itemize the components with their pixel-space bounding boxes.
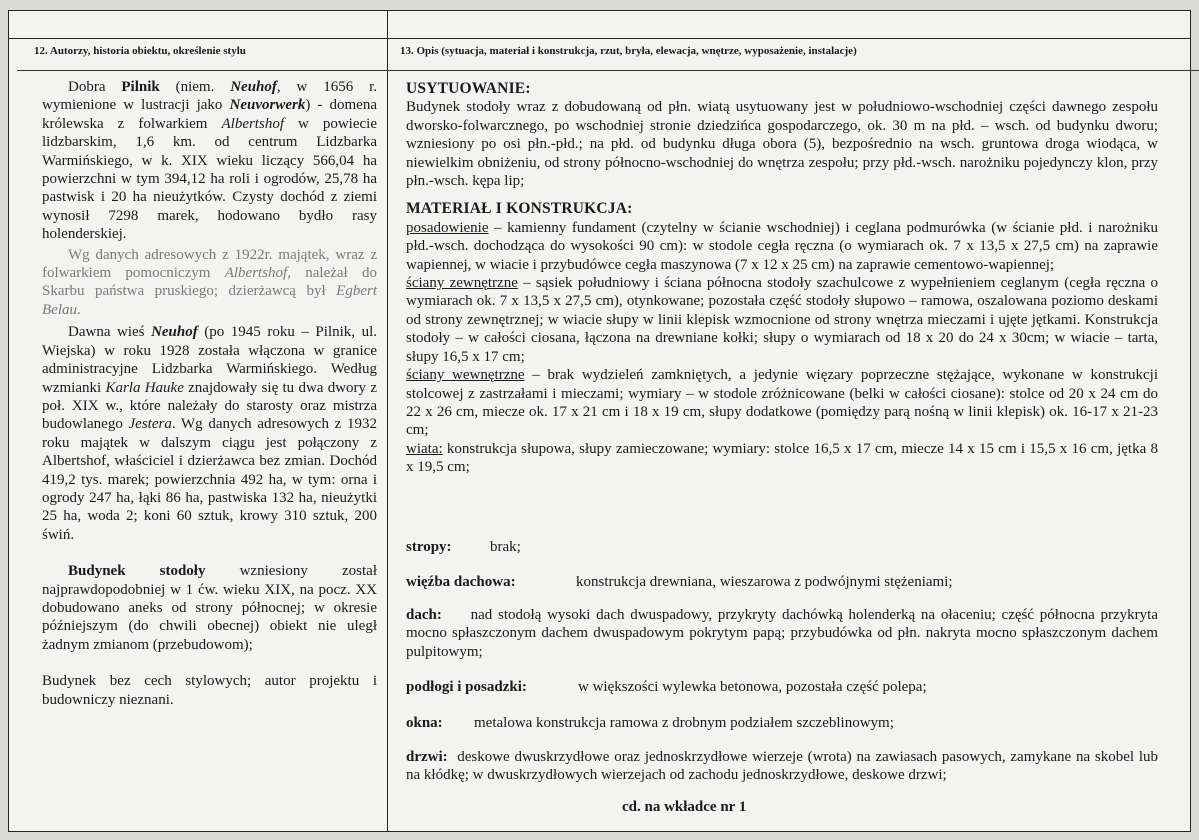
continuation-note: cd. na wkładce nr 1 bbox=[622, 799, 747, 815]
left-section-header: 12. Autorzy, historia obiektu, określenie stylu bbox=[34, 45, 246, 57]
wiata-entry: wiata: konstrukcja słupowa, słupy zamieczowane; wymiary: stolce 16,5 x 17 cm, miecze 14 x 15 cm i 15,5 x 16 cm, jętka 8 x 19,5 cm; bbox=[406, 440, 1158, 476]
drzwi-row: drzwi: deskowe dwuskrzydłowe oraz jednoskrzydłowe wierzeje (wrota) na zawiasach pasowych, zamykane na skobel lub na kłódkę; w dwuskrzydłowych wierzejach od zachodu jednoskrzydłowe, deskowe drzwi; bbox=[406, 749, 1159, 784]
right-header-divider bbox=[397, 70, 1199, 71]
wiezba-row: więźba dachowa: konstrukcja drewniana, wieszarowa z podwójnymi stężeniami; bbox=[406, 574, 953, 590]
history-paragraph-4: Budynek stodoły wzniesiony został najprawdopodobniej w 1 ćw. wieku XIX, na pocz. XX dobudowano aneks od strony północnej; w okresie późniejszym (do chwili obecnej) obiekt nie uległ żadnym zmianom (przebudowom); bbox=[42, 563, 378, 653]
stropy-row: stropy: brak; bbox=[406, 539, 521, 555]
right-section-header: 13. Opis (sytuacja, materiał i konstrukcja, rzut, bryła, elewacja, wnętrze, wyposażenie, instalacje) bbox=[400, 45, 857, 57]
history-paragraph-2: Wg danych adresowych z 1922r. majątek, wraz z folwarkiem pomocniczym Albertshof, należał do Skarbu państwa pruskiego; dzierżawcą był Egbert Belau. bbox=[42, 246, 377, 318]
sciany-wewnetrzne-entry: ściany wewnętrzne – brak wydzieleń zamkniętych, a jedynie więzary poprzeczne stężające, wykonane w konstrukcji stolcowej z zastrzałami i mieczami; wymiary – w stodole zróżnicowane (belki w całości ciosane): stolce od 20 x 24 cm do 22 x 26 cm, miecze ok. 17 x 21 cm i 18 x 19 cm, słupy dodatkowe (pomiędzy parą nośną w linii klepisk) ok. 16-17 x 21-23 cm; bbox=[406, 367, 1158, 439]
history-paragraph-3: Dawna wieś Neuhof (po 1945 roku – Pilnik, ul. Wiejska) w roku 1928 została włączona w granice administracyjne Lidzbarka Warmińskiego. Według wzmianki Karla Hauke znajdowały się tu dwa dwory z poł. XIX w., które należały do starosty oraz mistrza budowlanego Jestera. Wg danych adresowych z 1932 roku majątek w dalszym ciągu jest połączony z Albertshof, właściciel i dzierżawca bez zmian. Dochód 419,2 tys. marek; powierzchnia 492 ha, w tym: orna i ogrody 247 ha, łąki 86 ha, pastwiska 132 ha, nieużytki 25 ha, woda 2; koni 60 sztuk, krowy 310 sztuk, 200 świń. bbox=[42, 324, 377, 543]
dach-row: dach: nad stodołą wysoki dach dwuspadowy, przykryty dachówką holenderką na ołaceniu; część północna przykryta mocno spłaszczonym dachem dwuspadowym pokrytym papą; przybudówka od płn. nakryta mocno spłaszczonym dachem pulpitowym; bbox=[406, 607, 1158, 660]
material-title: MATERIAŁ I KONSTRUKCJA: bbox=[406, 200, 633, 218]
usytuowanie-title: USYTUOWANIE: bbox=[406, 80, 531, 97]
right-top-strip bbox=[388, 11, 1190, 39]
history-paragraph-1: Dobra Pilnik (niem. Neuhof, w 1656 r. wymienione w lustracji jako Neuvorwerk) - domena królewska z folwarkiem Albertshof w powiecie lidzbarskim, 1,6 km. od centrum Lidzbarka Warmińskiego, w k. XIX wieku liczący 566,04 ha powierzchni w tym 394,12 ha roli i ogrodów, 25,78 ha pastwisk i 20 ha nieużytków. Czysty dochód z ziemi wynosił 7298 marek, hodowano bydło rasy holenderskiej. bbox=[42, 79, 377, 243]
record-sheet bbox=[8, 10, 1191, 832]
left-section-body bbox=[42, 78, 377, 709]
left-header-divider bbox=[17, 70, 397, 71]
podlogi-row: podłogi i posadzki: w większości wylewka betonowa, pozostała część polepa; bbox=[406, 679, 927, 695]
okna-row: okna: metalowa konstrukcja ramowa z drobnym podziałem szczeblinowym; bbox=[406, 715, 894, 731]
usytuowanie-text: Budynek stodoły wraz z dobudowaną od płn. wiatą usytuowany jest w południowo-wschodniej części dawnego zespołu dworsko-folwarcznego, po wschodniej stronie dziedzińca gospodarczego, ok. 30 m na płd. – wsch. od budynku dworu; wzniesiony po osi płn.-płd.; na płd. od budynku długa obora (5), bezpośrednio na wsch. gruntowa droga wiodąca, w niewielkim obniżeniu, od strony północno-wschodniej do wnętrza zespołu; przy płd.-wsch. narożniku pojedynczy klon, przy płn.-wsch. kępa lip; bbox=[406, 99, 1158, 190]
left-top-strip bbox=[9, 11, 387, 39]
right-section-body bbox=[406, 80, 1158, 477]
posadowienie-entry: posadowienie – kamienny fundament (czytelny w ścianie wschodniej) i ceglana podmurówka (w ścianie płd. i narożniku płd.-wsch. dochodząca do wysokości 90 cm): w stodole cegła ręczna (o wymiarach ok. 7 x 13,5 x 27,5 cm) na zaprawie wapiennej, w wiacie i przybudówce cegła maszynowa (7 x 12 x 25 cm) na zaprawie cementowo-wapiennej; bbox=[406, 219, 1158, 273]
history-paragraph-5: Budynek bez cech stylowych; autor projektu i budowniczy nieznani. bbox=[42, 673, 377, 708]
sciany-zewnetrzne-entry: ściany zewnętrzne – sąsiek południowy i ściana północna stodoły szachulcowe z wypełnieniem ceglanym (cegła ręczna o wymiarach ok. 7 x 13,5 x 27,5 cm), otynkowane; pozostała część stodoły słupowo – ramowa, oszalowana poziomo deskami od strony zewnętrznej; w wiacie słupy w linii klepisk wzmocnione od strony wnętrza mieczami i ujęte jętkami. Konstrukcja stodoły – w całości ciosana, łączona na drewniane kołki; słupy o wymiarach od 18 x 20 do 24 x 30cm; w wiacie – tarta, słupy 16,5 x 17 cm; bbox=[406, 275, 1158, 365]
